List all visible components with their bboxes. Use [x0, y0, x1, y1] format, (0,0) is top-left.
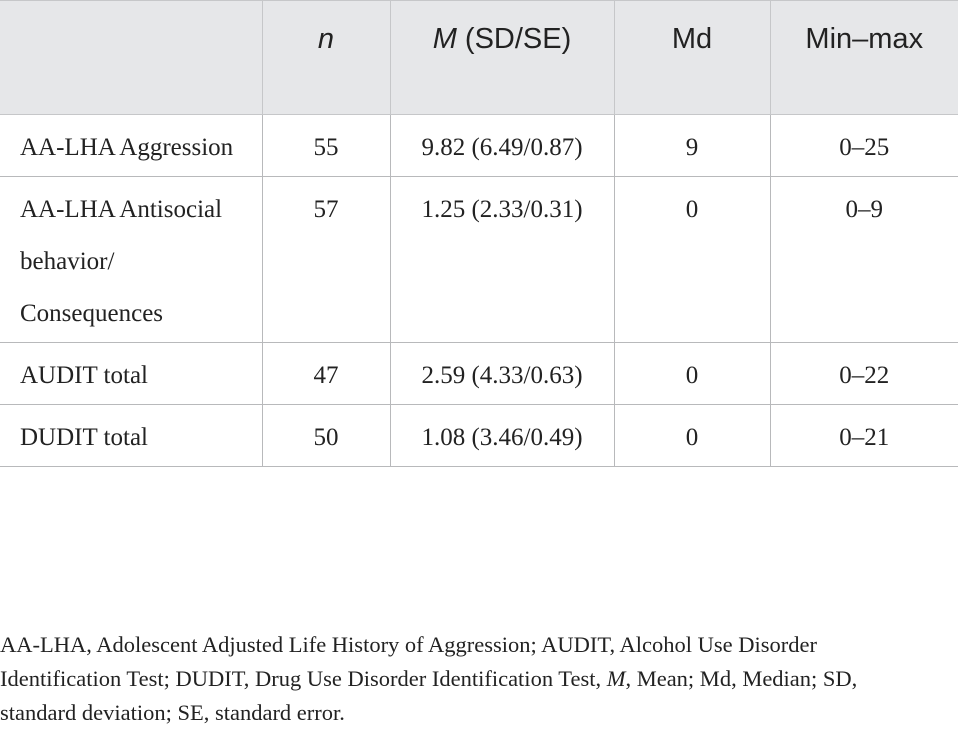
row-mean: 2.59 (4.33/0.63)	[390, 343, 614, 405]
table-row	[0, 177, 958, 343]
footnote-part1: AA-LHA, Adolescent Adjusted Life History of Aggression; AUDIT, Alcohol Use Disorder Identification Test; DUDIT, Drug Use Disorder Identification Test,	[0, 632, 817, 691]
row-mean: 1.25 (2.33/0.31)	[390, 177, 614, 343]
row-label: DUDIT total	[0, 405, 262, 467]
header-median: Md	[614, 1, 770, 115]
header-minmax: Min–max	[770, 1, 958, 115]
header-mean-symbol: M	[432, 23, 457, 55]
row-label: AA-LHA Aggression	[0, 115, 262, 177]
row-label: AA-LHA Antisocial behavior/ Consequences	[0, 177, 262, 343]
table-body	[0, 115, 958, 467]
table-row	[0, 405, 958, 467]
row-range: 0–9	[770, 177, 958, 343]
row-median: 0	[614, 405, 770, 467]
table-footnote	[0, 628, 900, 730]
header-label	[0, 1, 262, 115]
header-n	[262, 1, 390, 115]
footnote-part2: , Mean; Md, Median; SD, standard deviation; SE, standard error.	[0, 666, 858, 725]
header-mean	[390, 1, 614, 115]
row-label: AUDIT total	[0, 343, 262, 405]
header-mean-rest: (SD/SE)	[456, 23, 572, 55]
table-header	[0, 1, 958, 115]
row-range: 0–22	[770, 343, 958, 405]
row-n: 55	[262, 115, 390, 177]
row-n: 57	[262, 177, 390, 343]
row-median: 9	[614, 115, 770, 177]
row-range: 0–25	[770, 115, 958, 177]
row-median: 0	[614, 343, 770, 405]
header-n-symbol: n	[317, 23, 335, 55]
row-n: 50	[262, 405, 390, 467]
table-row	[0, 343, 958, 405]
row-mean: 1.08 (3.46/0.49)	[390, 405, 614, 467]
footnote-m-symbol: M	[606, 666, 626, 691]
row-median: 0	[614, 177, 770, 343]
header-row	[0, 1, 958, 115]
row-range: 0–21	[770, 405, 958, 467]
row-mean: 9.82 (6.49/0.87)	[390, 115, 614, 177]
row-n: 47	[262, 343, 390, 405]
table-row	[0, 115, 958, 177]
